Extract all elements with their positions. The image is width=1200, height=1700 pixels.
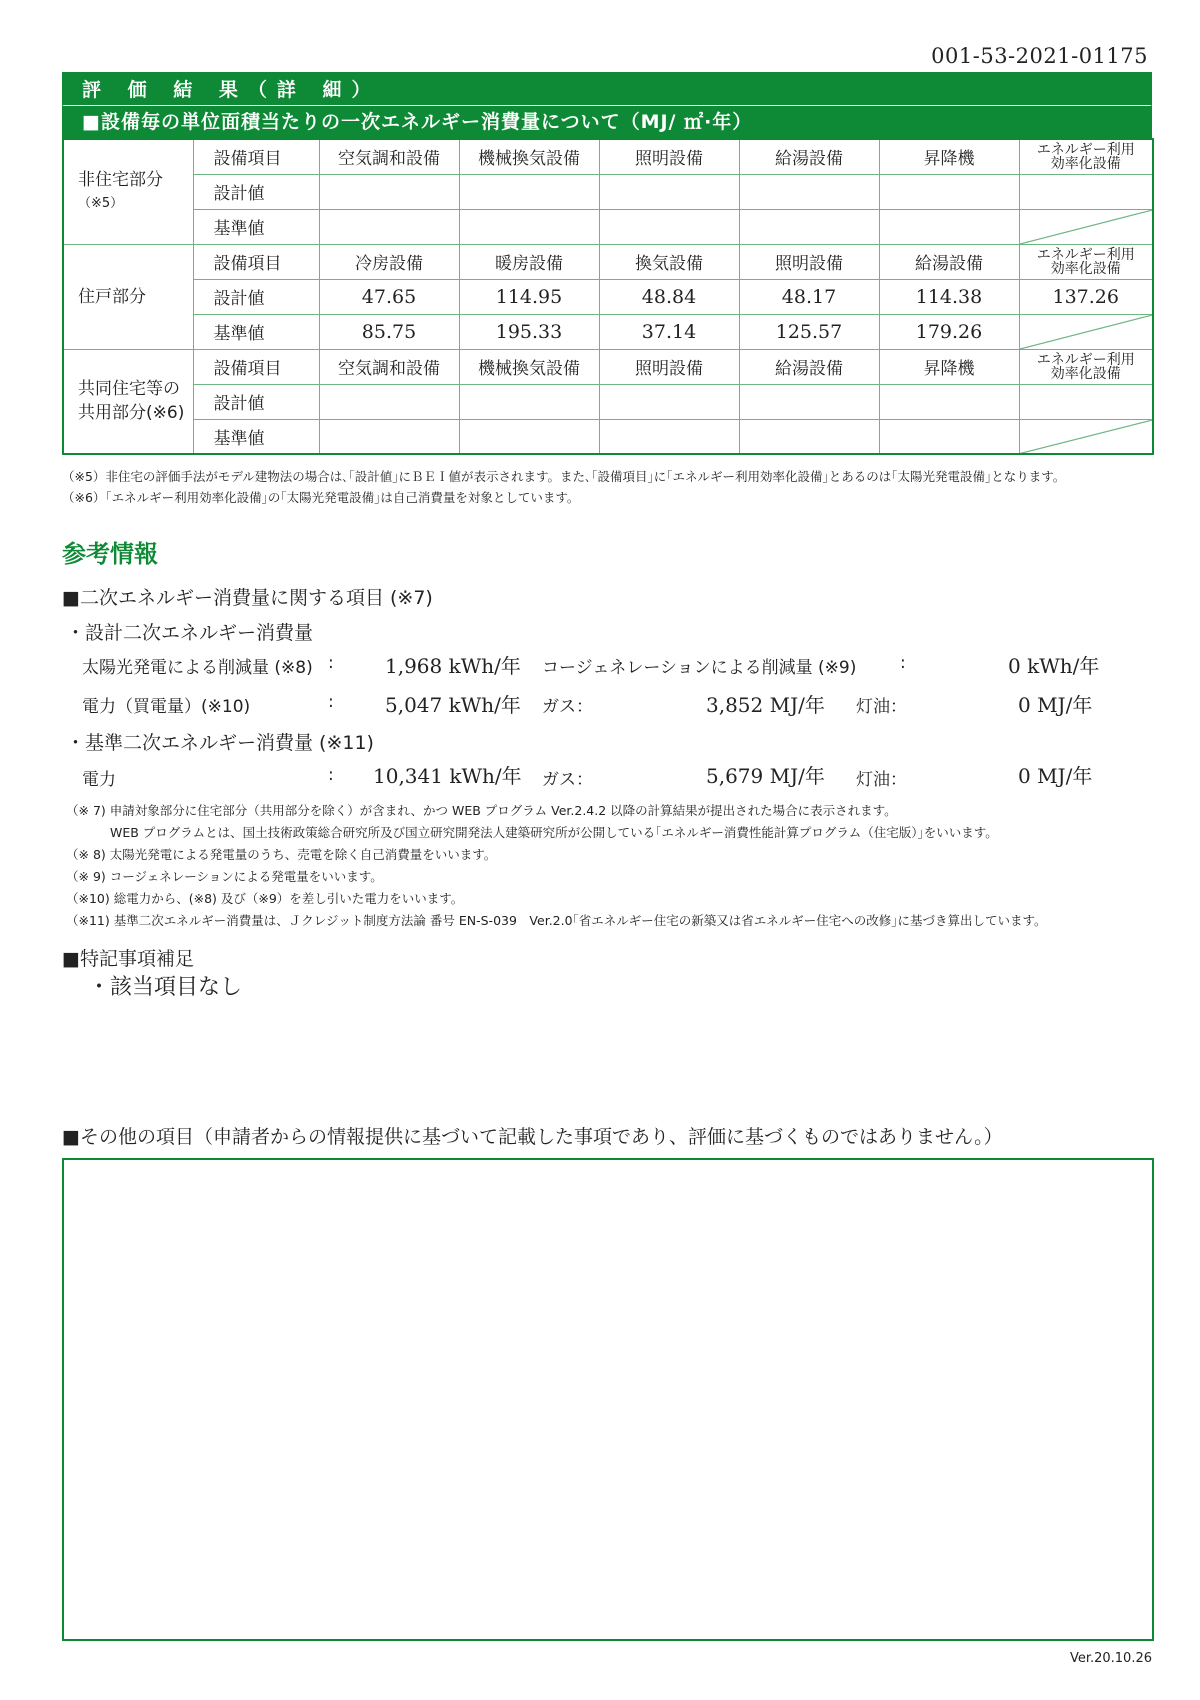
footnote: （※11) 基準二次エネルギー消費量は、Ｊクレジット制度方法論 番号 EN-S-039 Ver.2.0｢省エネルギー住宅の新築又は省エネルギー住宅への改修｣に基づき算出しています。: [66, 913, 1047, 928]
eff-header-line-1: エネルギー利用: [1036, 351, 1135, 368]
empty-cell: [599, 209, 739, 244]
design-secondary-heading: ・設計二次エネルギー消費量: [66, 622, 314, 644]
common-group-cell: [63, 349, 193, 454]
empty-cell: [739, 209, 879, 244]
eff-header-line-1: エネルギー利用: [1036, 141, 1135, 158]
standard-value: 195.33: [459, 314, 599, 349]
special-notes-item: ・該当項目なし: [88, 975, 243, 1000]
eff-header-line-2: 効率化設備: [1050, 365, 1121, 382]
footnote: （※ 9) コージェネレーションによる発電量をいいます。: [66, 869, 383, 884]
empty-cell: [459, 384, 599, 419]
standard-value: 125.57: [739, 314, 879, 349]
empty-cell: [879, 174, 1019, 209]
design-value: 114.95: [459, 279, 599, 314]
eff-header: [1019, 244, 1153, 279]
dwelling-header-row: [63, 244, 1153, 279]
solar-value: 1,968 kWh/年: [385, 654, 521, 678]
column-header: 照明設備: [739, 244, 879, 279]
nonres-group-cell: [63, 139, 193, 244]
document-number: 001-53-2021-01175: [931, 44, 1148, 68]
common-header-row: [63, 349, 1153, 384]
dwelling-standard-row: [63, 314, 1153, 349]
table-footnotes: [62, 466, 1182, 508]
std-electricity-label: 電力: [82, 770, 116, 790]
empty-cell: [599, 384, 739, 419]
electricity-value: 5,047 kWh/年: [385, 693, 521, 717]
design-value: 137.26: [1019, 279, 1153, 314]
eff-header-line-1: エネルギー利用: [1036, 246, 1135, 263]
eff-header: [1019, 349, 1153, 384]
empty-cell: [1019, 384, 1153, 419]
secondary-energy-heading: ■二次エネルギー消費量に関する項目 (※7): [62, 587, 433, 609]
diagonal-cell: [1019, 419, 1153, 454]
diagonal-cell: [1019, 209, 1153, 244]
standard-label: 基準値: [193, 419, 319, 454]
standard-value: 85.75: [319, 314, 459, 349]
empty-cell: [459, 174, 599, 209]
evaluation-title: 評 価 結 果（詳 細）: [62, 72, 1152, 105]
column-header: 機械換気設備: [459, 139, 599, 174]
eff-header: [1019, 139, 1153, 174]
gas-label: ガス：: [542, 697, 593, 717]
empty-cell: [879, 209, 1019, 244]
nonres-header-row: [63, 139, 1153, 174]
footnote: WEB プログラムとは、国土技術政策総合研究所及び国立研究開発法人建築研究所が公開している｢エネルギー消費性能計算プログラム（住宅版）｣をいいます。: [110, 825, 998, 840]
column-header: 空気調和設備: [319, 349, 459, 384]
cogen-value: 0 kWh/年: [1008, 654, 1100, 678]
common-standard-row: [63, 419, 1153, 454]
reference-footnotes: [66, 800, 1186, 932]
column-header: 給湯設備: [739, 139, 879, 174]
column-header: 冷房設備: [319, 244, 459, 279]
empty-cell: [319, 209, 459, 244]
kerosene-label: 灯油：: [856, 697, 907, 717]
other-items-heading: ■その他の項目（申請者からの情報提供に基づいて記載した事項であり、評価に基づくものではありません。）: [62, 1126, 1003, 1148]
column-header: 機械換気設備: [459, 349, 599, 384]
design-label: 設計値: [193, 174, 319, 209]
empty-cell: [879, 384, 1019, 419]
energy-table: [62, 138, 1154, 455]
common-group-label-1: 共同住宅等の: [78, 379, 180, 400]
standard-secondary-heading: ・基準二次エネルギー消費量 (※11): [66, 732, 374, 754]
design-label: 設計値: [193, 279, 319, 314]
design-value: 47.65: [319, 279, 459, 314]
dwelling-group-cell: [63, 244, 193, 349]
empty-cell: [459, 419, 599, 454]
column-header: 昇降機: [879, 349, 1019, 384]
eff-header-line-2: 効率化設備: [1050, 155, 1121, 172]
column-header: 給湯設備: [879, 244, 1019, 279]
column-header: 換気設備: [599, 244, 739, 279]
std-electricity-value: 10,341 kWh/年: [373, 764, 522, 788]
evaluation-subtitle: ■設備毎の単位面積当たりの一次エネルギー消費量について（MJ/ ㎡·年）: [62, 105, 1152, 138]
empty-cell: [459, 209, 599, 244]
column-header: 暖房設備: [459, 244, 599, 279]
dwelling-header-label: 設備項目: [193, 244, 319, 279]
standard-value: 179.26: [879, 314, 1019, 349]
cogen-label: コージェネレーションによる削減量 (※9): [542, 658, 857, 678]
evaluation-result-section: [62, 72, 1152, 455]
design-value: 48.17: [739, 279, 879, 314]
footnote: （※5）非住宅の評価手法がモデル建物法の場合は､｢設計値｣にＢＥＩ値が表示されます。また､｢設備項目｣に｢エネルギー利用効率化設備｣とあるのは｢太陽光発電設備｣となります。: [62, 469, 1066, 484]
nonres-design-row: [63, 174, 1153, 209]
footnote: （※10) 総電力から、(※8) 及び（※9）を差し引いた電力をいいます。: [66, 891, 464, 906]
design-value: 114.38: [879, 279, 1019, 314]
nonres-header-label: 設備項目: [193, 139, 319, 174]
column-header: 照明設備: [599, 139, 739, 174]
empty-cell: [739, 174, 879, 209]
eff-header-line-2: 効率化設備: [1050, 260, 1121, 277]
std-kerosene-label: 灯油：: [856, 770, 907, 790]
empty-cell: [599, 419, 739, 454]
std-gas-label: ガス：: [542, 770, 593, 790]
standard-value: 37.14: [599, 314, 739, 349]
diagonal-cell: [1019, 314, 1153, 349]
footnote: （※ 7) 申請対象部分に住宅部分（共用部分を除く）が含まれ、かつ WEB プログラム Ver.2.4.2 以降の計算結果が提出された場合に表示されます。: [66, 803, 897, 818]
version-label: Ver.20.10.26: [1069, 1651, 1152, 1666]
empty-cell: [739, 384, 879, 419]
empty-cell: [319, 174, 459, 209]
colon: :: [328, 692, 334, 712]
colon: :: [900, 653, 906, 673]
design-value: 48.84: [599, 279, 739, 314]
empty-cell: [879, 419, 1019, 454]
kerosene-value: 0 MJ/年: [1018, 693, 1093, 717]
std-gas-value: 5,679 MJ/年: [706, 764, 825, 788]
column-header: 昇降機: [879, 139, 1019, 174]
dwelling-group-label: 住戸部分: [78, 286, 146, 307]
common-header-label: 設備項目: [193, 349, 319, 384]
solar-label: 太陽光発電による削減量 (※8): [82, 658, 313, 678]
empty-cell: [599, 174, 739, 209]
empty-cell: [319, 419, 459, 454]
empty-cell: [739, 419, 879, 454]
empty-cell: [319, 384, 459, 419]
nonres-group-note: （※5）: [78, 195, 124, 211]
colon: :: [328, 653, 334, 673]
nonres-group-label: 非住宅部分: [78, 169, 163, 190]
common-design-row: [63, 384, 1153, 419]
reference-title: 参考情報: [62, 540, 158, 568]
nonres-standard-row: [63, 209, 1153, 244]
design-label: 設計値: [193, 384, 319, 419]
standard-label: 基準値: [193, 209, 319, 244]
column-header: 照明設備: [599, 349, 739, 384]
colon: :: [328, 765, 334, 785]
other-items-box: [62, 1158, 1154, 1641]
standard-label: 基準値: [193, 314, 319, 349]
footnote: （※6）｢エネルギー利用効率化設備｣の｢太陽光発電設備｣は自己消費量を対象としています。: [62, 490, 580, 505]
footnote: （※ 8) 太陽光発電による発電量のうち、売電を除く自己消費量をいいます。: [66, 847, 497, 862]
special-notes-heading: ■特記事項補足: [62, 948, 194, 970]
column-header: 給湯設備: [739, 349, 879, 384]
gas-value: 3,852 MJ/年: [706, 693, 825, 717]
std-kerosene-value: 0 MJ/年: [1018, 764, 1093, 788]
column-header: 空気調和設備: [319, 139, 459, 174]
dwelling-design-row: [63, 279, 1153, 314]
empty-cell: [1019, 174, 1153, 209]
electricity-label: 電力（買電量）(※10): [82, 697, 251, 717]
common-group-label-2: 共用部分(※6): [78, 403, 185, 424]
